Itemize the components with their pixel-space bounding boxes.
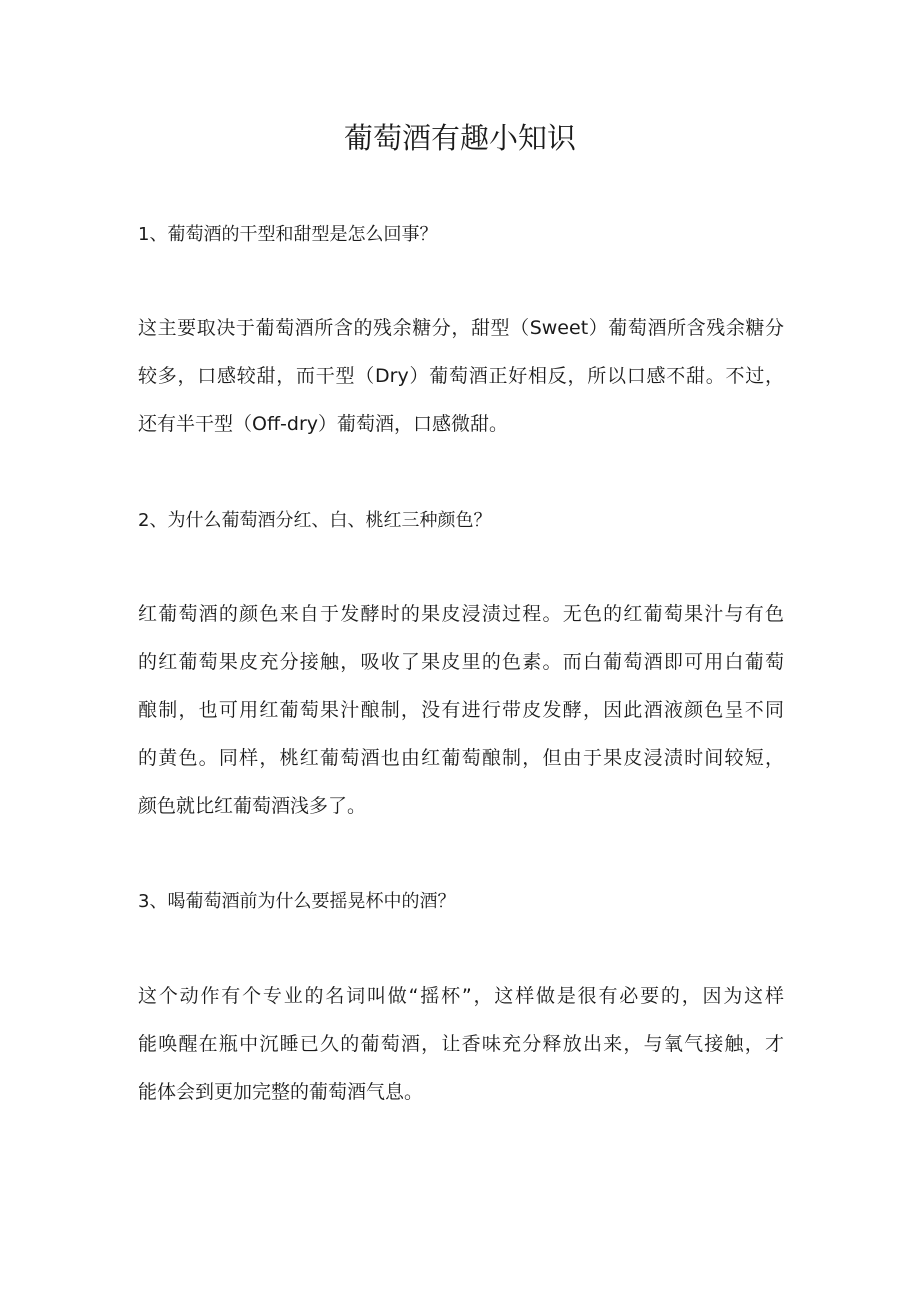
paragraph-line: 酿制，也可用红葡萄果汁酿制，没有进行带皮发酵，因此酒液颜色呈不同 bbox=[138, 699, 784, 721]
section-2-heading: 2、为什么葡萄酒分红、白、桃红三种颜色？ bbox=[138, 510, 492, 531]
paragraph-line: 的黄色。同样，桃红葡萄酒也由红葡萄酿制，但由于果皮浸渍时间较短， bbox=[138, 747, 784, 769]
paragraph-line: 这个动作有个专业的名词叫做“摇杯”，这样做是很有必要的，因为这样 bbox=[138, 985, 784, 1007]
paragraph-line: 的红葡萄果皮充分接触，吸收了果皮里的色素。而白葡萄酒即可用白葡萄 bbox=[138, 651, 784, 673]
section-3-paragraph bbox=[138, 972, 798, 1116]
paragraph-line: 能唤醒在瓶中沉睡已久的葡萄酒，让香味充分释放出来，与氧气接触，才 bbox=[138, 1033, 784, 1055]
document-title: 葡萄酒有趣小知识 bbox=[343, 121, 576, 155]
section-1-paragraph bbox=[138, 304, 798, 448]
paragraph-line: 这主要取决于葡萄酒所含的残余糖分，甜型（Sweet）葡萄酒所含残余糖分 bbox=[138, 317, 784, 339]
section-3-heading: 3、喝葡萄酒前为什么要摇晃杯中的酒？ bbox=[138, 891, 456, 912]
section-2-paragraph bbox=[138, 590, 798, 830]
paragraph-line: 还有半干型（Off-dry）葡萄酒，口感微甜。 bbox=[138, 413, 509, 435]
paragraph-line: 红葡萄酒的颜色来自于发酵时的果皮浸渍过程。无色的红葡萄果汁与有色 bbox=[138, 603, 784, 625]
section-1-heading: 1、葡萄酒的干型和甜型是怎么回事？ bbox=[138, 224, 438, 245]
paragraph-line: 颜色就比红葡萄酒浅多了。 bbox=[138, 795, 367, 817]
paragraph-line: 能体会到更加完整的葡萄酒气息。 bbox=[138, 1081, 424, 1103]
paragraph-line: 较多，口感较甜，而干型（Dry）葡萄酒正好相反，所以口感不甜。不过， bbox=[138, 365, 784, 387]
